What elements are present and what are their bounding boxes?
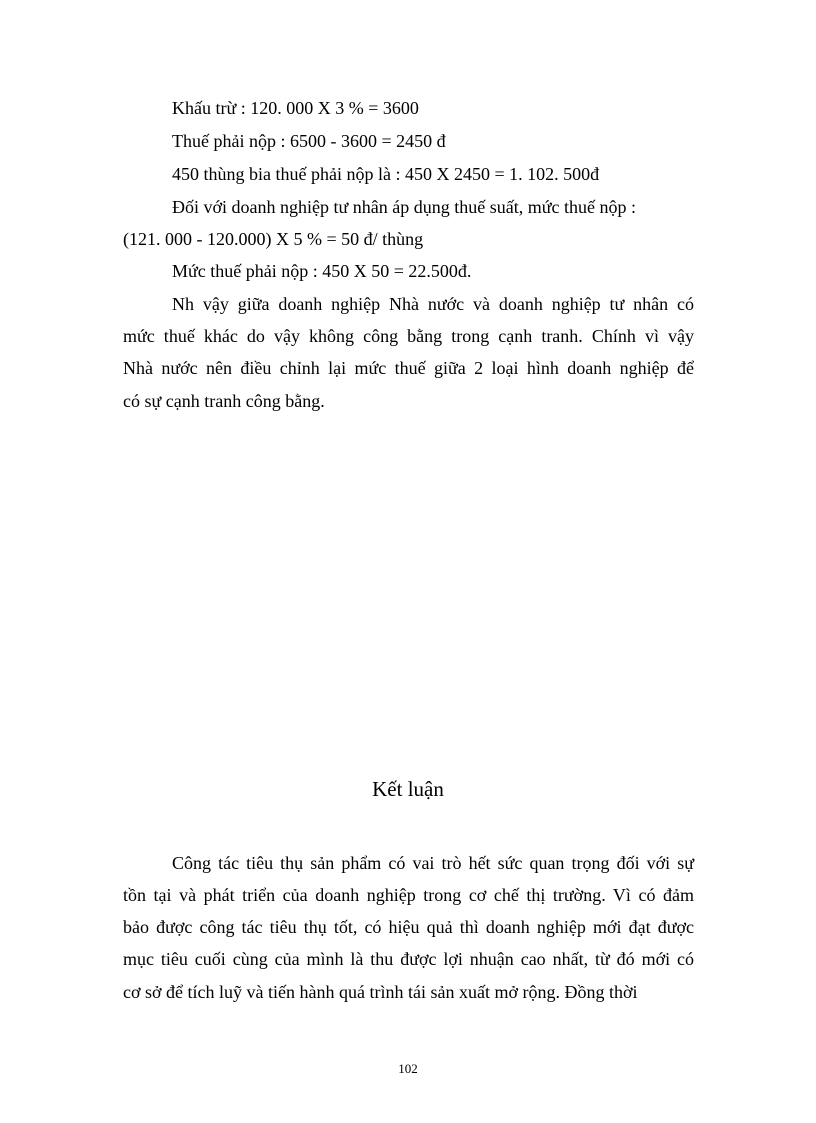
paragraph-line-4: có sự cạnh tranh công bằng.: [123, 391, 325, 411]
conclusion-line-2: tồn tại và phát triển của doanh nghiệp trong cơ chế thị trường. Vì có đảm: [123, 885, 694, 905]
calc-line-total-private: Mức thuế phải nộp : 450 X 50 = 22.500đ.: [172, 261, 472, 281]
section-heading: Kết luận: [372, 777, 444, 801]
conclusion-line-1: Công tác tiêu thụ sản phẩm có vai trò hết sức quan trọng đối với sự: [172, 853, 694, 873]
paragraph-line-2: mức thuế khác do vậy không công bằng trong cạnh tranh. Chính vì vậy: [123, 326, 694, 346]
paragraph-line-1: Nh vậy giữa doanh nghiệp Nhà nước và doanh nghiệp tư nhân có: [172, 294, 694, 314]
calc-line-private-enterprise: Đối với doanh nghiệp tư nhân áp dụng thuế suất, mức thuế nộp :: [172, 197, 636, 217]
conclusion-line-3: bảo được công tác tiêu thụ tốt, có hiệu quả thì doanh nghiệp mới đạt được: [123, 917, 694, 937]
conclusion-line-4: mục tiêu cuối cùng của mình là thu được lợi nhuận cao nhất, từ đó mới có: [123, 949, 694, 969]
page-number: 102: [398, 1061, 418, 1076]
calc-line-tax-payable: Thuế phải nộp : 6500 - 3600 = 2450 đ: [172, 131, 446, 151]
calc-line-450-crates: 450 thùng bia thuế phải nộp là : 450 X 2450 = 1. 102. 500đ: [172, 164, 600, 184]
calc-line-per-crate: (121. 000 - 120.000) X 5 % = 50 đ/ thùng: [123, 229, 424, 249]
calc-line-deduction: Khấu trừ : 120. 000 X 3 % = 3600: [172, 98, 419, 118]
paragraph-line-3: Nhà nước nên điều chỉnh lại mức thuế giữa 2 loại hình doanh nghiệp để: [123, 358, 694, 378]
conclusion-line-5: cơ sở để tích luỹ và tiến hành quá trình tái sản xuất mở rộng. Đồng thời: [123, 982, 638, 1002]
